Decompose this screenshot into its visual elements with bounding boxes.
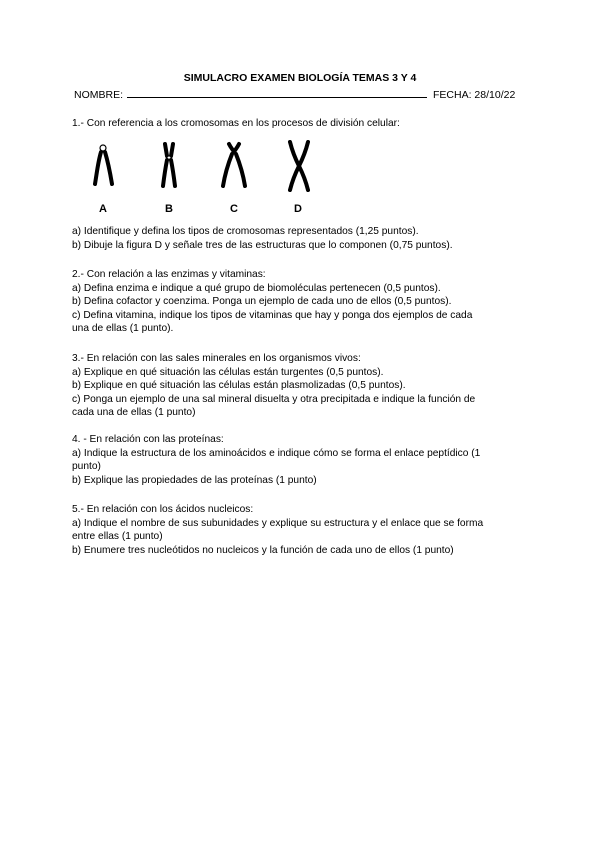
question-2-c-line2: una de ellas (1 punto). <box>72 323 174 334</box>
question-3-c-line2: cada una de ellas (1 punto) <box>72 407 196 418</box>
nombre-blank-line[interactable] <box>127 88 427 98</box>
question-1 <box>72 117 532 131</box>
question-5-b: b) Enumere tres nucleótidos no nucleicos y la función de cada uno de ellos (1 punto) <box>72 544 454 556</box>
question-3-heading: 3.- En relación con las sales minerales en los organismos vivos: <box>72 353 361 364</box>
chromosome-c-icon <box>223 144 245 186</box>
name-date-row <box>74 88 534 101</box>
figure-label-c: C <box>230 203 238 215</box>
question-5-a-line2: entre ellas (1 punto) <box>72 531 163 542</box>
question-2-c-line1: c) Defina vitamina, indique los tipos de vitaminas que hay y ponga dos ejemplos de cada <box>72 309 473 321</box>
question-3 <box>72 352 532 420</box>
question-1-parts <box>72 225 532 252</box>
question-3-b: b) Explique en qué situación las células están plasmolizadas (0,5 puntos). <box>72 380 406 391</box>
nombre-label: NOMBRE: <box>74 89 124 101</box>
page-title: SIMULACRO EXAMEN BIOLOGÍA TEMAS 3 Y 4 <box>183 72 417 84</box>
question-5-heading: 5.- En relación con los ácidos nucleicos: <box>72 504 254 515</box>
chromosome-figure <box>85 140 325 220</box>
question-3-a: a) Explique en qué situación las células están turgentes (0,5 puntos). <box>72 366 384 378</box>
question-1-a: a) Identifique y defina los tipos de cromosomas representados (1,25 puntos). <box>72 226 419 237</box>
question-4-heading: 4. - En relación con las proteínas: <box>72 434 224 445</box>
chromosome-a-icon <box>95 145 112 184</box>
figure-label-d: D <box>294 203 302 215</box>
question-4-a-line1: a) Indique la estructura de los aminoácidos e indique cómo se forma el enlace peptídico (1 <box>72 447 481 459</box>
fecha-label: FECHA: 28/10/22 <box>433 89 516 101</box>
question-2-b: b) Defina cofactor y coenzima. Ponga un ejemplo de cada uno de ellos (0,5 puntos). <box>72 296 452 307</box>
figure-label-b: B <box>165 203 173 215</box>
question-2-a: a) Defina enzima e indique a qué grupo de biomoléculas pertenecen (0,5 puntos). <box>72 282 441 294</box>
question-4 <box>72 433 532 487</box>
question-5-a-line1: a) Indique el nombre de sus subunidades y explique su estructura y el enlace que se forma <box>72 517 484 529</box>
chromosome-b-icon <box>163 144 175 186</box>
chromosome-d-icon <box>290 142 308 190</box>
chromosome-drawings <box>85 140 325 220</box>
question-2 <box>72 268 532 336</box>
question-1-b: b) Dibuje la figura D y señale tres de las estructuras que lo componen (0,75 puntos). <box>72 239 453 251</box>
question-3-c-line1: c) Ponga un ejemplo de una sal mineral disuelta y otra precipitada e indique la función de <box>72 393 476 405</box>
question-4-b: b) Explique las propiedades de las proteínas (1 punto) <box>72 474 317 486</box>
question-1-heading: 1.- Con referencia a los cromosomas en los procesos de división celular: <box>72 118 400 129</box>
question-5 <box>72 503 532 557</box>
figure-label-a: A <box>99 203 107 215</box>
question-4-a-line2: punto) <box>72 461 101 472</box>
question-2-heading: 2.- Con relación a las enzimas y vitaminas: <box>72 269 266 280</box>
